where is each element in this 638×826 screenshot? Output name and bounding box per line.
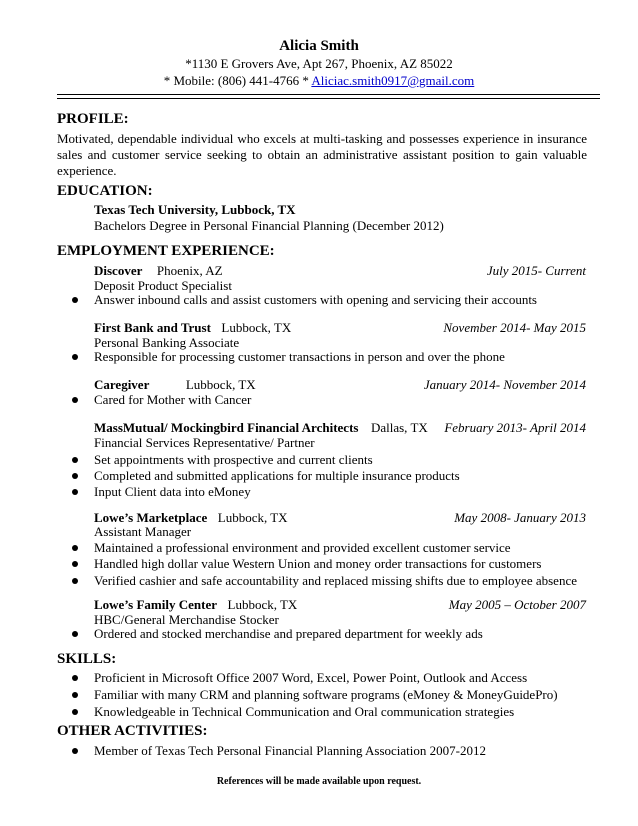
bullet-icon [72, 297, 80, 305]
education-heading: EDUCATION: [57, 183, 153, 199]
email-link[interactable]: Aliciac.smith0917@gmail.com [311, 73, 475, 88]
bullet-icon [72, 578, 80, 586]
job-employer: Lowe’s Family Center [94, 597, 217, 612]
skill-item: Knowledgeable in Technical Communication and Oral communication strategies [94, 704, 515, 719]
job-employer: MassMutual/ Mockingbird Financial Architects [94, 420, 359, 435]
job-location: Lubbock, TX [221, 320, 292, 335]
job-dates: January 2014- November 2014 [423, 377, 586, 392]
job-location: Lubbock, TX [217, 510, 288, 525]
job-employer: Lowe’s Marketplace [94, 510, 208, 525]
skill-item: Familiar with many CRM and planning software programs (eMoney & MoneyGuidePro) [94, 687, 558, 702]
job-dates: February 2013- April 2014 [444, 420, 586, 435]
bullet-icon [72, 561, 80, 569]
job-dates: May 2008- January 2013 [454, 510, 586, 525]
job-dates: July 2015- Current [486, 263, 586, 278]
bullet-icon [72, 457, 80, 465]
job-employer: Caregiver [94, 377, 150, 392]
job-header [94, 320, 291, 336]
job-bullet: Cared for Mother with Cancer [94, 392, 252, 407]
bullet-icon [72, 631, 80, 639]
education-degree: Bachelors Degree in Personal Financial Planning (December 2012) [94, 218, 444, 233]
employment-heading: EMPLOYMENT EXPERIENCE: [57, 243, 275, 259]
skills-heading: SKILLS: [57, 651, 117, 667]
job-header [94, 263, 223, 279]
profile-text: Motivated, dependable individual who excels at multi-tasking and possesses experience in insurance sales and customer service seeking to obtain an administrative assistant position to gain valuable experience. [57, 131, 587, 178]
job-bullet: Answer inbound calls and assist customers with opening and servicing their accounts [94, 292, 537, 307]
activities-heading: OTHER ACTIVITIES: [57, 723, 208, 739]
job-bullet: Verified cashier and safe accountability and replaced missing shifts due to employee absence [94, 573, 577, 588]
bullet-icon [72, 709, 80, 717]
profile-heading: PROFILE: [57, 111, 129, 127]
contact-line [0, 73, 638, 89]
bullet-icon [72, 354, 80, 362]
job-header [94, 420, 428, 436]
job-bullet: Maintained a professional environment and provided excellent customer service [94, 540, 511, 555]
activity-item: Member of Texas Tech Personal Financial Planning Association 2007-2012 [94, 743, 486, 758]
phone-text: * Mobile: (806) 441-4766 * [163, 73, 312, 88]
job-dates: November 2014- May 2015 [443, 320, 586, 335]
bullet-icon [72, 692, 80, 700]
job-bullet: Input Client data into eMoney [94, 484, 251, 499]
job-location: Lubbock, TX [185, 377, 256, 392]
job-title: Financial Services Representative/ Partner [94, 435, 315, 450]
job-header [94, 597, 297, 613]
job-bullet: Set appointments with prospective and current clients [94, 452, 373, 467]
job-location: Lubbock, TX [227, 597, 298, 612]
job-title: Personal Banking Associate [94, 335, 240, 350]
job-title: Deposit Product Specialist [94, 278, 232, 293]
education-school: Texas Tech University, Lubbock, TX [94, 202, 296, 217]
job-bullet: Responsible for processing customer transactions in person and over the phone [94, 349, 505, 364]
references-note: References will be made available upon request. [216, 776, 422, 787]
job-dates: May 2005 – October 2007 [448, 597, 586, 612]
header-divider [57, 94, 600, 99]
bullet-icon [72, 545, 80, 553]
job-header [94, 377, 256, 393]
bullet-icon [72, 473, 80, 481]
job-location: Dallas, TX [370, 420, 428, 435]
job-employer: Discover [94, 263, 143, 278]
job-location: Phoenix, AZ [156, 263, 223, 278]
job-title: Assistant Manager [94, 524, 192, 539]
job-employer: First Bank and Trust [94, 320, 211, 335]
address-line: *1130 E Grovers Ave, Apt 267, Phoenix, AZ 85022 [185, 56, 453, 71]
job-bullet: Handled high dollar value Western Union and money order transactions for customers [94, 556, 542, 571]
job-bullet: Completed and submitted applications for multiple insurance products [94, 468, 460, 483]
bullet-icon [72, 675, 80, 683]
resume-name: Alicia Smith [279, 38, 359, 54]
bullet-icon [72, 748, 80, 756]
job-title: HBC/General Merchandise Stocker [94, 612, 279, 627]
skill-item: Proficient in Microsoft Office 2007 Word, Excel, Power Point, Outlook and Access [94, 670, 528, 685]
job-bullet: Ordered and stocked merchandise and prepared department for weekly ads [94, 626, 483, 641]
bullet-icon [72, 489, 80, 497]
bullet-icon [72, 397, 80, 405]
